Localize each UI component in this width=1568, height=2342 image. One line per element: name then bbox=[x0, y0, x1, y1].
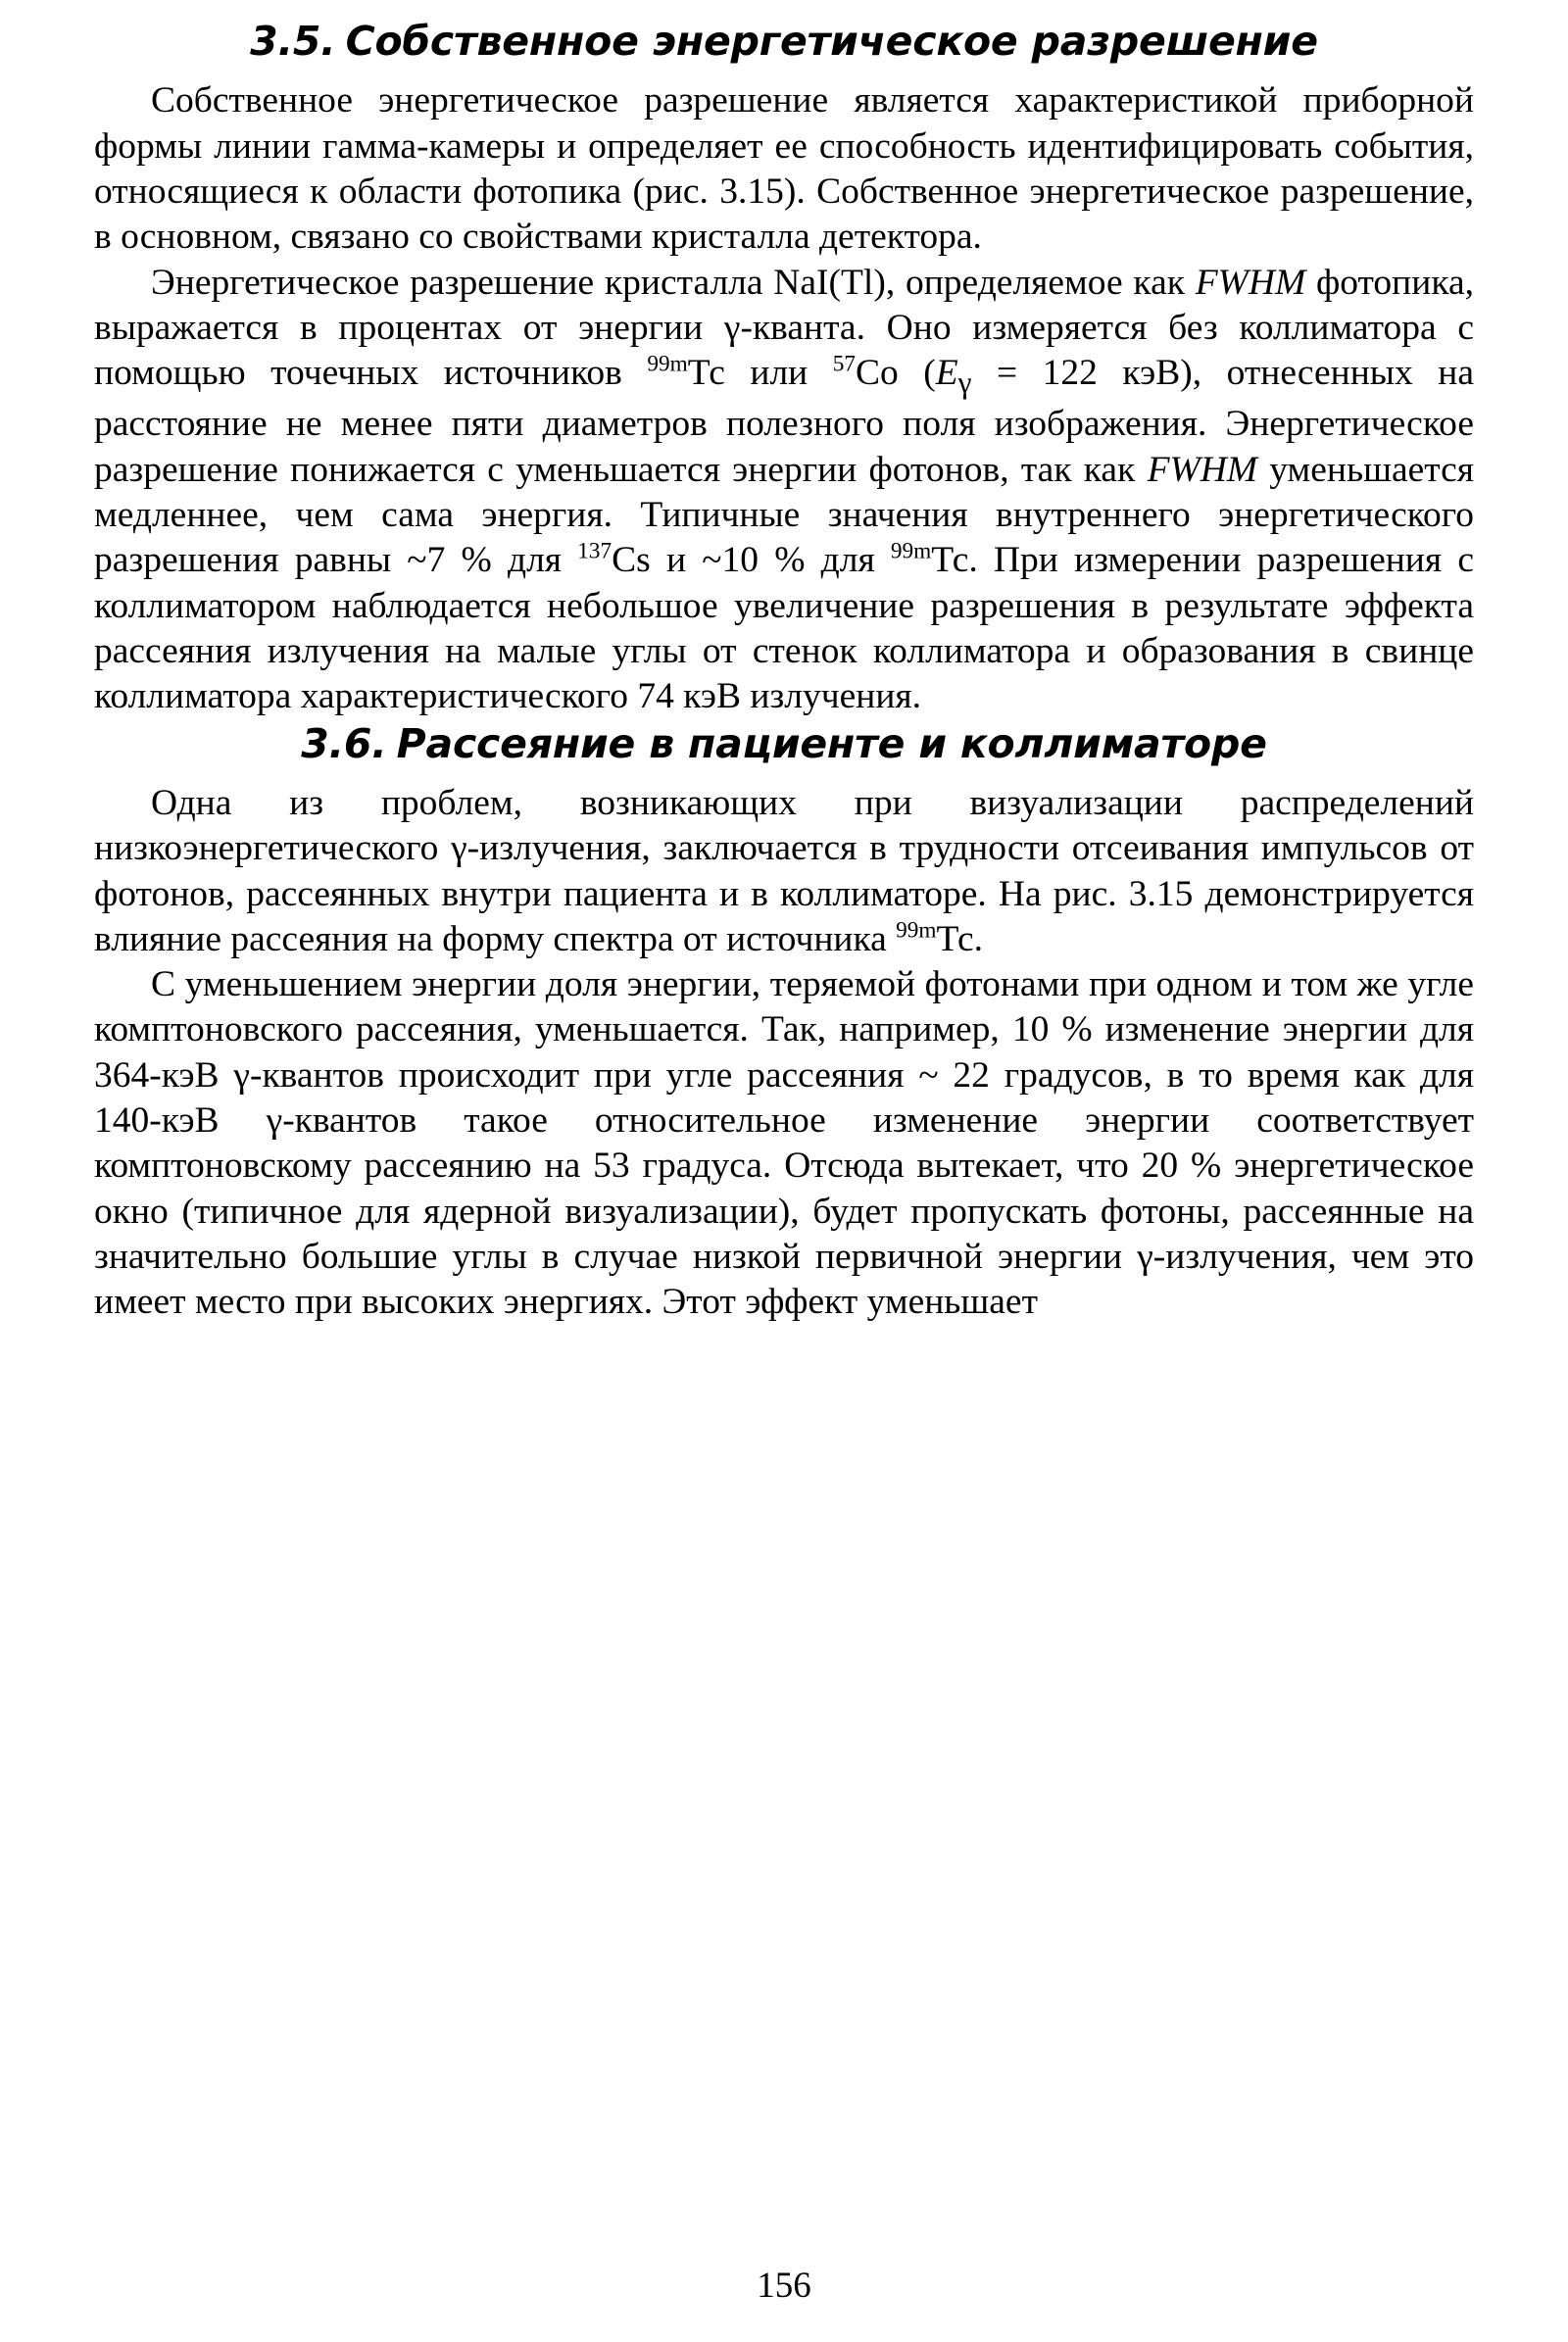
para-fragment: уменьшается медленнее, чем сама энергия. Типичные значения внутреннего энергетического разрешения равны ~7 % для bbox=[94, 449, 1474, 581]
paragraph-3-6-1 bbox=[94, 781, 1474, 962]
isotope-superscript: 99m bbox=[896, 917, 937, 944]
isotope-superscript: 99m bbox=[647, 351, 688, 377]
para-fragment: Тс. bbox=[936, 918, 983, 959]
para-fragment: Энергетическое разрешение кристалла NaI(Tl), определяемое как bbox=[151, 262, 1196, 303]
section-number: 3.6. bbox=[301, 719, 387, 767]
section-heading-3-6 bbox=[94, 720, 1474, 767]
para-fragment: Сs и ~10 % для bbox=[612, 540, 891, 581]
page-number: 156 bbox=[757, 2266, 811, 2306]
section-number: 3.5. bbox=[250, 18, 336, 65]
paragraph-3-6-2: С уменьшением энергии доля энергии, теряемой фотонами при одном и том же угле комптоновского рассеяния, уменьшается. Так, например, 10 % изменение энергии для 364-кэВ γ-квантов происходит при угле рассеяния ~ 22 градусов, в то время как для 140-кэВ γ-квантов такое относительное изменение энергии соответствует комптоновскому рассеянию на 53 градуса. Отсюда вытекает, что 20 % энергетическое окно (типичное для ядерной визуализации), будет пропускать фотоны, рассеянные на значительно большие углы в случае низкой первичной энергии γ-излучения, чем это имеет место при высоких энергиях. Этот эффект уменьшает bbox=[94, 964, 1474, 1323]
para-fragment: Тс или bbox=[687, 353, 833, 394]
para-fragment: Тс. При измерении разрешения с коллиматором наблюдается небольшое увеличение разрешения в результате эффекта рассеяния излучения на малые углы от стенок коллиматора и образования в свинце коллиматора характеристического 74 кэВ излучения. bbox=[94, 540, 1474, 717]
section-heading-3-5 bbox=[94, 18, 1474, 65]
para-fragment: Одна из проблем, возникающих при визуализации распределений низкоэнергетического γ-излучения, заключается в трудности отсеивания импульсов от фотонов, рассеянных внутри пациента и в коллиматоре. На рис. 3.15 демонстрируется влияние рассеяния на форму спектра от источника bbox=[94, 782, 1474, 959]
term-fwhm: FWHM bbox=[1147, 449, 1258, 490]
isotope-superscript: 57 bbox=[832, 351, 856, 377]
paragraph-3-5-2 bbox=[94, 261, 1474, 720]
symbol-energy-subscript: γ bbox=[957, 365, 972, 400]
isotope-superscript: 137 bbox=[577, 538, 612, 564]
section-title-text: Рассеяние в пациенте и коллиматоре bbox=[396, 719, 1267, 767]
section-title-text: Собственное энергетическое разрешение bbox=[345, 18, 1318, 65]
para-fragment: = 122 кэВ), отнесенных на расстояние не менее пяти диаметров полезного поля изображения. Энергетическое разрешение понижается с уменьшается энергии фотонов, так как bbox=[94, 353, 1474, 490]
symbol-energy: E bbox=[935, 353, 958, 394]
para-fragment: Со ( bbox=[855, 353, 936, 394]
paragraph-3-5-1: Собственное энергетическое разрешение является характеристикой приборной формы линии гамма-камеры и определяет ее способность идентифицировать события, относящиеся к области фотопика (рис. 3.15). Собственное энергетическое разрешение, в основном, связано со свойствами кристалла детектора. bbox=[94, 80, 1474, 258]
term-fwhm: FWHM bbox=[1195, 262, 1306, 303]
isotope-superscript: 99m bbox=[890, 538, 932, 564]
para-fragment: фотопика, выражается в процентах от энергии γ-кванта. Оно измеряется без коллиматора с помощью точечных источников bbox=[94, 262, 1474, 394]
